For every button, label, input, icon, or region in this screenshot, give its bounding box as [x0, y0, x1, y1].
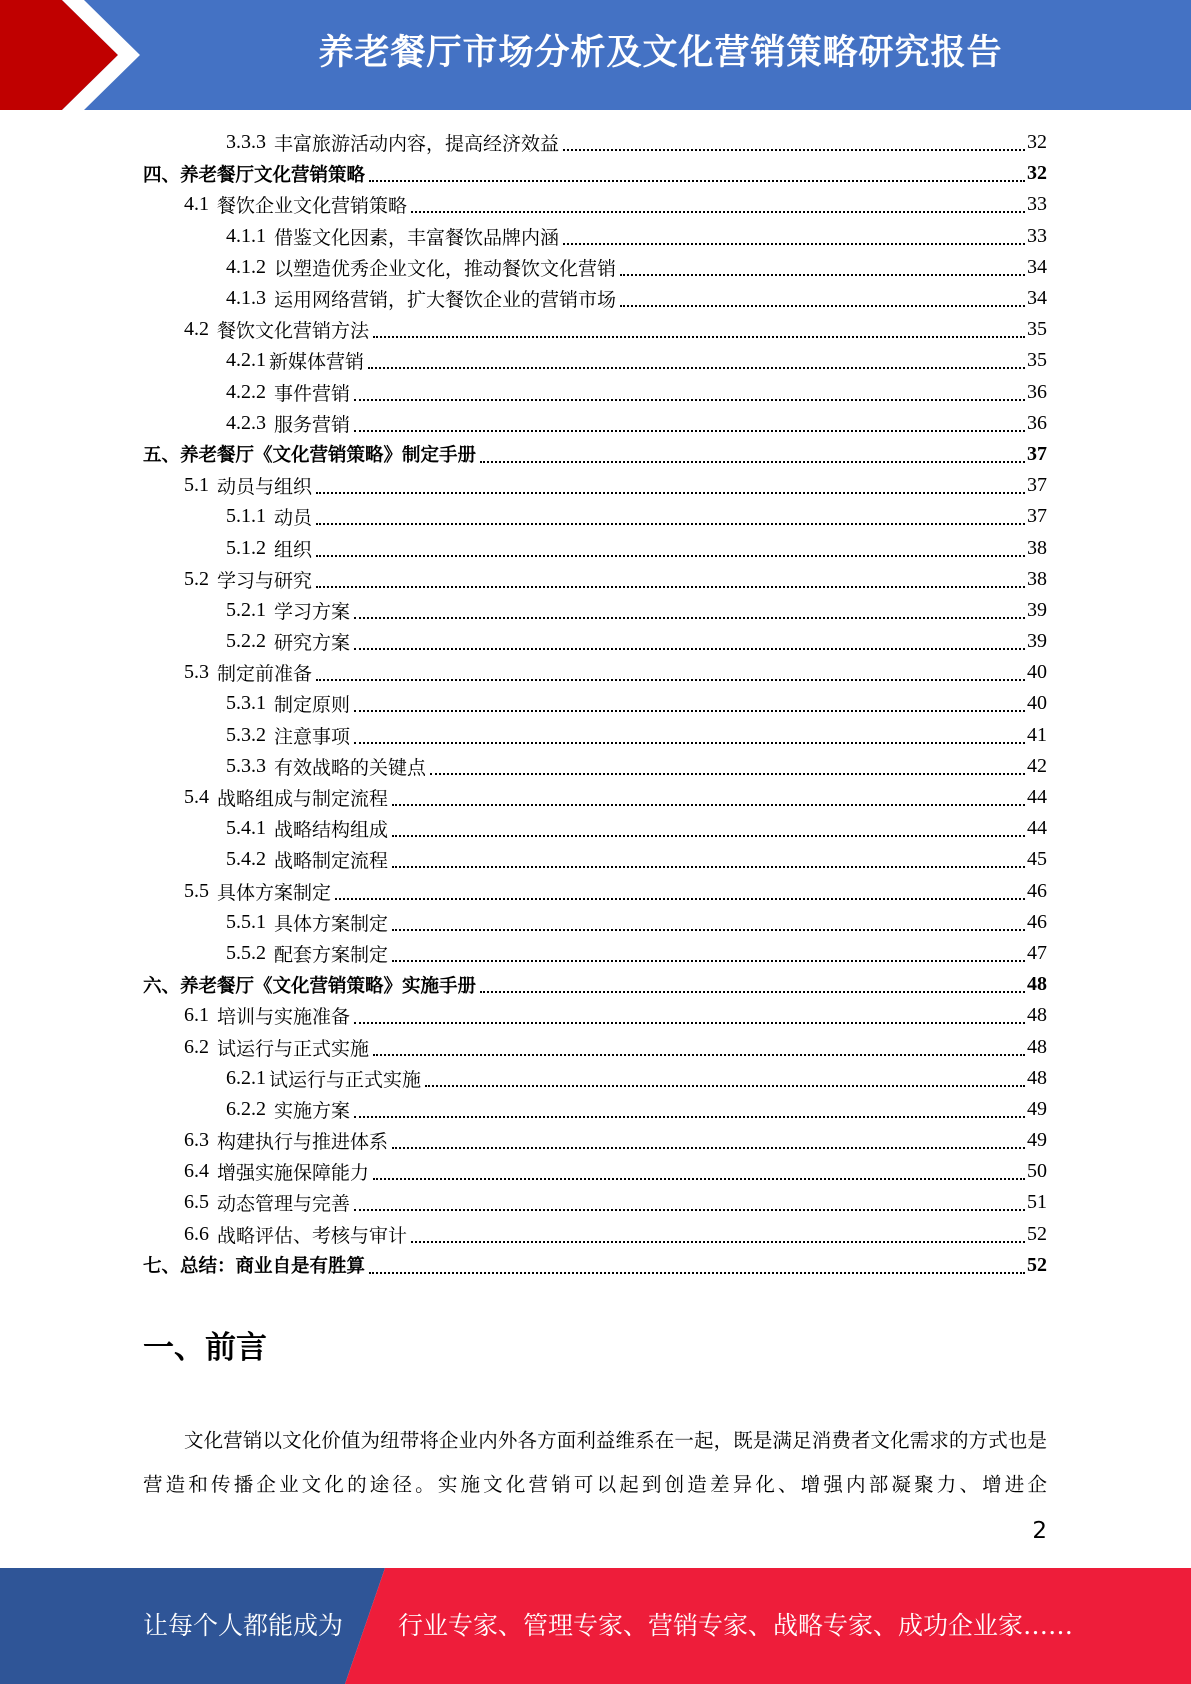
toc-entry-number: 5.5: [184, 879, 209, 902]
toc-entry-number: 4.1.3: [226, 287, 266, 310]
toc-entry[interactable]: [0, 532, 1191, 563]
toc-entry-number: 4.2.1: [226, 349, 266, 372]
toc-entry-label: 制定前准备: [217, 663, 313, 686]
toc-leader-dots: [620, 273, 1025, 276]
toc-entry-page: 46: [1027, 879, 1047, 902]
body-paragraph: 文化营销以文化价值为纽带将企业内外各方面利益维系在一起，既是满足消费者文化需求的方式也是营造和传播企业文化的途径。实施文化营销可以起到创造差异化、增强内部凝聚力、增进企: [143, 1429, 1047, 1496]
toc-entry[interactable]: [0, 1031, 1191, 1062]
toc-entry-number: 5.3.1: [226, 692, 266, 715]
toc-leader-dots: [392, 928, 1025, 931]
toc-entry[interactable]: [0, 1125, 1191, 1156]
toc-leader-dots: [369, 179, 1025, 182]
page-footer: [0, 1568, 1191, 1684]
toc-entry-number: 6.4: [184, 1160, 209, 1183]
toc-entry-page: 50: [1027, 1160, 1047, 1183]
toc-leader-dots: [563, 242, 1025, 245]
toc-entry-page: 41: [1027, 723, 1047, 746]
toc-entry-number: 5.2.1: [226, 598, 266, 621]
page-number: 2: [1032, 1518, 1047, 1544]
toc-entry-label: 新媒体营销: [269, 351, 365, 374]
toc-entry-page: 48: [1027, 1066, 1047, 1089]
toc-entry-label: 试运行与正式实施: [269, 1068, 422, 1091]
toc-leader-dots: [392, 865, 1025, 868]
toc-entry-number: 6.3: [184, 1129, 209, 1152]
toc-entry-page: 40: [1027, 661, 1047, 684]
toc-entry-label: 丰富旅游活动内容，提高经济效益: [274, 133, 560, 156]
toc-entry-number: 5.4.1: [226, 817, 266, 840]
toc-entry-page: 48: [1027, 1004, 1047, 1027]
toc-entry-page: 39: [1027, 598, 1047, 621]
toc-entry-label: 增强实施保障能力: [217, 1162, 370, 1185]
toc-leader-dots: [425, 1084, 1025, 1087]
toc-entry-label: 五、养老餐厅《文化营销策略》制定手册: [143, 445, 477, 467]
table-of-contents: [0, 127, 1191, 1281]
toc-leader-dots: [368, 366, 1025, 369]
toc-entry-page: 38: [1027, 567, 1047, 590]
toc-entry-label: 试运行与正式实施: [217, 1037, 370, 1060]
toc-leader-dots: [620, 304, 1025, 307]
toc-entry[interactable]: [0, 470, 1191, 501]
toc-entry-page: 35: [1027, 349, 1047, 372]
toc-entry[interactable]: [0, 1187, 1191, 1218]
toc-entry-label: 具体方案制定: [217, 881, 332, 904]
toc-entry[interactable]: [0, 688, 1191, 719]
toc-entry[interactable]: [0, 283, 1191, 314]
toc-entry-label: 餐饮文化营销方法: [217, 320, 370, 343]
toc-leader-dots: [354, 1021, 1025, 1024]
toc-leader-dots: [316, 522, 1025, 525]
toc-entry-page: 35: [1027, 318, 1047, 341]
footer-slogan-left: 让每个人都能成为: [143, 1611, 344, 1640]
toc-leader-dots: [411, 1240, 1025, 1243]
toc-entry-number: 5.4: [184, 786, 209, 809]
toc-entry[interactable]: [0, 720, 1191, 751]
toc-entry[interactable]: [0, 252, 1191, 283]
toc-entry-label: 具体方案制定: [274, 912, 389, 935]
toc-entry[interactable]: [0, 501, 1191, 532]
toc-entry-page: 48: [1027, 973, 1047, 996]
section-heading: 一、前言: [143, 1330, 267, 1366]
toc-leader-dots: [335, 897, 1025, 900]
toc-entry-number: 6.5: [184, 1191, 209, 1214]
toc-entry[interactable]: [0, 1250, 1191, 1281]
toc-entry[interactable]: [0, 564, 1191, 595]
toc-entry-number: 5.3.2: [226, 723, 266, 746]
toc-leader-dots: [392, 834, 1025, 837]
toc-leader-dots: [373, 1053, 1025, 1056]
toc-entry[interactable]: [0, 751, 1191, 782]
toc-entry-page: 32: [1027, 131, 1047, 154]
toc-entry-label: 七、总结：商业自是有胜算: [143, 1256, 366, 1278]
toc-entry[interactable]: [0, 158, 1191, 189]
toc-entry-label: 学习与研究: [217, 569, 313, 592]
toc-entry-number: 4.1.2: [226, 255, 266, 278]
toc-entry-page: 36: [1027, 411, 1047, 434]
toc-entry[interactable]: [0, 345, 1191, 376]
toc-leader-dots: [316, 585, 1025, 588]
toc-leader-dots: [373, 335, 1025, 338]
toc-entry[interactable]: [0, 626, 1191, 657]
toc-entry-page: 33: [1027, 193, 1047, 216]
toc-entry[interactable]: [0, 1156, 1191, 1187]
toc-entry-label: 有效战略的关键点: [274, 756, 427, 779]
toc-leader-dots: [316, 491, 1025, 494]
toc-leader-dots: [392, 959, 1025, 962]
toc-entry-label: 动员与组织: [217, 476, 313, 499]
toc-entry-page: 32: [1027, 162, 1047, 185]
toc-entry-page: 37: [1027, 442, 1047, 465]
toc-entry-number: 5.3.3: [226, 754, 266, 777]
toc-entry[interactable]: [0, 1219, 1191, 1250]
toc-leader-dots: [316, 678, 1025, 681]
toc-entry-label: 实施方案: [274, 1099, 351, 1122]
toc-leader-dots: [392, 1146, 1025, 1149]
toc-entry[interactable]: [0, 1094, 1191, 1125]
toc-entry-number: 5.4.2: [226, 848, 266, 871]
toc-leader-dots: [392, 803, 1025, 806]
toc-entry-page: 48: [1027, 1035, 1047, 1058]
toc-leader-dots: [354, 647, 1025, 650]
toc-entry-number: 5.5.2: [226, 941, 266, 964]
toc-entry[interactable]: [0, 907, 1191, 938]
toc-entry-page: 38: [1027, 536, 1047, 559]
toc-entry-page: 34: [1027, 255, 1047, 278]
toc-leader-dots: [480, 990, 1025, 993]
toc-entry[interactable]: [0, 813, 1191, 844]
toc-entry-number: 6.2.2: [226, 1097, 266, 1120]
toc-leader-dots: [563, 148, 1025, 151]
toc-entry[interactable]: [0, 439, 1191, 470]
toc-entry-page: 52: [1027, 1222, 1047, 1245]
toc-entry-label: 运用网络营销，扩大餐饮企业的营销市场: [274, 289, 617, 312]
toc-entry-number: 5.1: [184, 474, 209, 497]
toc-entry-page: 42: [1027, 754, 1047, 777]
toc-entry-label: 借鉴文化因素，丰富餐饮品牌内涵: [274, 226, 560, 249]
toc-entry-number: 5.2: [184, 567, 209, 590]
toc-entry-number: 6.2.1: [226, 1066, 266, 1089]
toc-entry[interactable]: [0, 1063, 1191, 1094]
toc-entry-page: 44: [1027, 786, 1047, 809]
toc-entry-number: 6.1: [184, 1004, 209, 1027]
toc-entry-page: 52: [1027, 1253, 1047, 1276]
toc-entry[interactable]: [0, 314, 1191, 345]
toc-entry-label: 培训与实施准备: [217, 1006, 351, 1029]
toc-leader-dots: [411, 210, 1025, 213]
toc-entry-number: 4.2.3: [226, 411, 266, 434]
toc-leader-dots: [354, 741, 1025, 744]
toc-entry-label: 动态管理与完善: [217, 1193, 351, 1216]
toc-entry-number: 5.1.1: [226, 505, 266, 528]
toc-entry-label: 餐饮企业文化营销策略: [217, 195, 408, 218]
toc-entry-number: 4.1: [184, 193, 209, 216]
toc-entry[interactable]: [0, 969, 1191, 1000]
toc-entry-label: 组织: [274, 538, 313, 561]
toc-entry-number: 4.2: [184, 318, 209, 341]
toc-entry-page: 44: [1027, 817, 1047, 840]
toc-entry-label: 事件营销: [274, 382, 351, 405]
toc-entry-label: 学习方案: [274, 600, 351, 623]
toc-entry-label: 四、养老餐厅文化营销策略: [143, 164, 366, 186]
toc-entry-number: 5.5.1: [226, 910, 266, 933]
toc-entry[interactable]: [0, 595, 1191, 626]
toc-entry-page: 34: [1027, 287, 1047, 310]
toc-entry-label: 构建执行与推进体系: [217, 1131, 389, 1154]
toc-entry-number: 6.2: [184, 1035, 209, 1058]
header-arrow-decoration: [0, 0, 160, 110]
toc-leader-dots: [316, 554, 1025, 557]
toc-leader-dots: [354, 1208, 1025, 1211]
toc-entry-label: 战略组成与制定流程: [217, 788, 389, 811]
toc-entry-number: 3.3.3: [226, 131, 266, 154]
toc-entry-label: 以塑造优秀企业文化，推动餐饮文化营销: [274, 257, 617, 280]
toc-entry-number: 5.2.2: [226, 630, 266, 653]
toc-leader-dots: [430, 772, 1025, 775]
toc-entry[interactable]: [0, 844, 1191, 875]
toc-leader-dots: [369, 1271, 1025, 1274]
toc-entry-page: 45: [1027, 848, 1047, 871]
toc-leader-dots: [354, 616, 1025, 619]
toc-entry-label: 研究方案: [274, 632, 351, 655]
toc-entry-number: 5.3: [184, 661, 209, 684]
toc-leader-dots: [354, 429, 1025, 432]
toc-entry-label: 动员: [274, 507, 313, 530]
toc-entry-page: 40: [1027, 692, 1047, 715]
page-header: [0, 0, 1191, 110]
toc-entry-label: 配套方案制定: [274, 943, 389, 966]
toc-entry[interactable]: [0, 377, 1191, 408]
toc-entry-label: 制定原则: [274, 694, 351, 717]
toc-leader-dots: [354, 398, 1025, 401]
toc-entry[interactable]: [0, 408, 1191, 439]
toc-entry-page: 37: [1027, 474, 1047, 497]
toc-entry-page: 39: [1027, 630, 1047, 653]
toc-entry-number: 6.6: [184, 1222, 209, 1245]
toc-entry-label: 注意事项: [274, 725, 351, 748]
toc-entry-page: 47: [1027, 941, 1047, 964]
toc-entry-page: 36: [1027, 380, 1047, 403]
toc-leader-dots: [354, 1115, 1025, 1118]
toc-leader-dots: [480, 460, 1025, 463]
footer-slogan-right: 行业专家、管理专家、营销专家、战略专家、成功企业家……: [398, 1611, 1074, 1640]
toc-leader-dots: [354, 709, 1025, 712]
toc-entry[interactable]: [0, 127, 1191, 158]
toc-entry[interactable]: [0, 782, 1191, 813]
toc-entry-page: 49: [1027, 1097, 1047, 1120]
toc-entry[interactable]: [0, 221, 1191, 252]
toc-entry-label: 战略制定流程: [274, 850, 389, 873]
toc-entry-label: 战略评估、考核与审计: [217, 1224, 408, 1247]
toc-entry-page: 33: [1027, 224, 1047, 247]
toc-entry[interactable]: [0, 1000, 1191, 1031]
toc-entry[interactable]: [0, 189, 1191, 220]
toc-entry-page: 46: [1027, 910, 1047, 933]
toc-entry[interactable]: [0, 657, 1191, 688]
toc-leader-dots: [373, 1177, 1025, 1180]
toc-entry-label: 服务营销: [274, 413, 351, 436]
toc-entry-page: 37: [1027, 505, 1047, 528]
toc-entry-page: 49: [1027, 1129, 1047, 1152]
toc-entry-number: 5.1.2: [226, 536, 266, 559]
toc-entry[interactable]: [0, 938, 1191, 969]
toc-entry-number: 4.2.2: [226, 380, 266, 403]
toc-entry-page: 51: [1027, 1191, 1047, 1214]
document-title: 养老餐厅市场分析及文化营销策略研究报告: [318, 33, 1003, 73]
toc-entry-label: 战略结构组成: [274, 819, 389, 842]
toc-entry-label: 六、养老餐厅《文化营销策略》实施手册: [143, 975, 477, 997]
toc-entry[interactable]: [0, 876, 1191, 907]
toc-entry-number: 4.1.1: [226, 224, 266, 247]
